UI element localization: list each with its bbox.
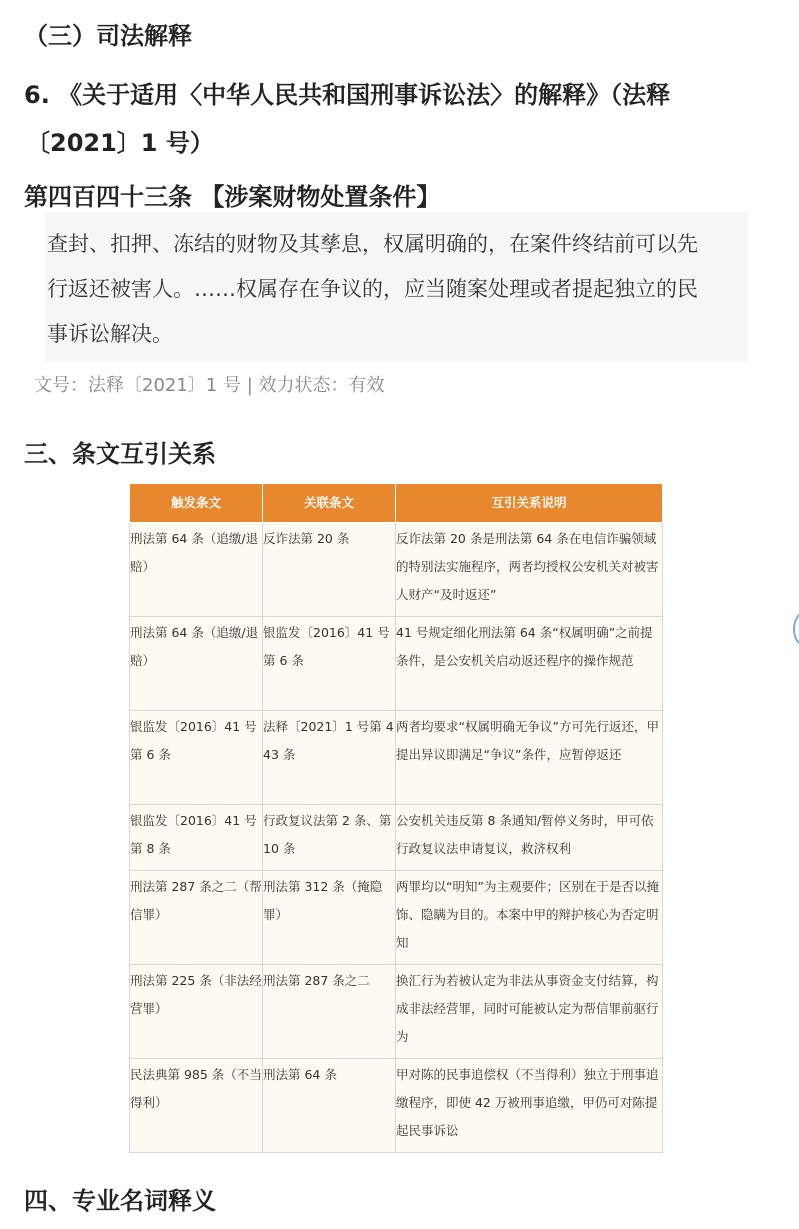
- cell-trigger: 银监发〔2016〕41 号第 6 条: [130, 711, 263, 805]
- table-row: [130, 711, 663, 805]
- cell-explanation: 41 号规定细化刑法第 64 条“权属明确”之前提条件，是公安机关启动返还程序的操作规范: [396, 617, 663, 711]
- crossref-heading: 三、条文互引关系: [24, 440, 216, 468]
- document-number: 文号：法释〔2021〕1 号 | 效力状态：有效: [34, 375, 385, 396]
- side-scroll-handle-icon[interactable]: [793, 612, 799, 646]
- table-row: [130, 965, 663, 1059]
- table-row: [130, 617, 663, 711]
- crossref-table: [129, 483, 663, 1153]
- cell-explanation: 两者均要求“权属明确无争议”方可先行返还，甲提出异议即满足“争议”条件，应暂停返还: [396, 711, 663, 805]
- cell-explanation: 反诈法第 20 条是刑法第 64 条在电信诈骗领域的特别法实施程序，两者均授权公安机关对被害人财产“及时返还”: [396, 523, 663, 617]
- cell-trigger: 刑法第 64 条（追缴/退赔）: [130, 523, 263, 617]
- cell-related: 刑法第 64 条: [263, 1059, 396, 1153]
- table-row: [130, 1059, 663, 1153]
- terms-heading: 四、专业名词释义: [24, 1187, 216, 1215]
- law-title-line1: 6. 《关于适用〈中华人民共和国刑事诉讼法〉的解释》（法释: [24, 81, 671, 109]
- cell-explanation: 换汇行为若被认定为非法从事资金支付结算，构成非法经营罪，同时可能被认定为帮信罪前驱行为: [396, 965, 663, 1059]
- cell-trigger: 刑法第 64 条（追缴/退赔）: [130, 617, 263, 711]
- cell-related: 银监发〔2016〕41 号第 6 条: [263, 617, 396, 711]
- cell-explanation: 公安机关违反第 8 条通知/暂停义务时，甲可依行政复议法申请复议，救济权利: [396, 805, 663, 871]
- cell-related: 法释〔2021〕1 号第 443 条: [263, 711, 396, 805]
- cell-trigger: 民法典第 985 条（不当得利）: [130, 1059, 263, 1153]
- cell-related: 行政复议法第 2 条、第 10 条: [263, 805, 396, 871]
- header-explanation: 互引关系说明: [396, 484, 663, 523]
- law-title-line2: 〔2021〕1 号）: [26, 129, 214, 157]
- header-related: 关联条文: [263, 484, 396, 523]
- article-heading: 第四百四十三条 【涉案财物处置条件】: [24, 183, 441, 211]
- cell-related: 刑法第 287 条之二: [263, 965, 396, 1059]
- article-quote: [45, 212, 748, 362]
- cell-explanation: 两罪均以“明知”为主观要件；区别在于是否以掩饰、隐瞒为目的。本案中甲的辩护核心为否定明知: [396, 871, 663, 965]
- judicial-interpretation-heading: （三）司法解释: [24, 22, 192, 50]
- cell-related: 反诈法第 20 条: [263, 523, 396, 617]
- quote-line-3: 事诉讼解决。: [47, 322, 173, 346]
- cell-explanation: 甲对陈的民事追偿权（不当得利）独立于刑事追缴程序，即使 42 万被刑事追缴，甲仍可对陈提起民事诉讼: [396, 1059, 663, 1153]
- table-row: [130, 523, 663, 617]
- table-row: [130, 805, 663, 871]
- header-trigger: 触发条文: [130, 484, 263, 523]
- table-row: [130, 871, 663, 965]
- quote-line-2: 行返还被害人。……权属存在争议的，应当随案处理或者提起独立的民: [47, 277, 698, 301]
- cell-trigger: 刑法第 225 条（非法经营罪）: [130, 965, 263, 1059]
- cell-trigger: 银监发〔2016〕41 号第 8 条: [130, 805, 263, 871]
- cell-trigger: 刑法第 287 条之二（帮信罪）: [130, 871, 263, 965]
- table-header-row: [130, 484, 663, 523]
- cell-related: 刑法第 312 条（掩隐罪）: [263, 871, 396, 965]
- quote-line-1: 查封、扣押、冻结的财物及其孳息，权属明确的，在案件终结前可以先: [47, 232, 698, 256]
